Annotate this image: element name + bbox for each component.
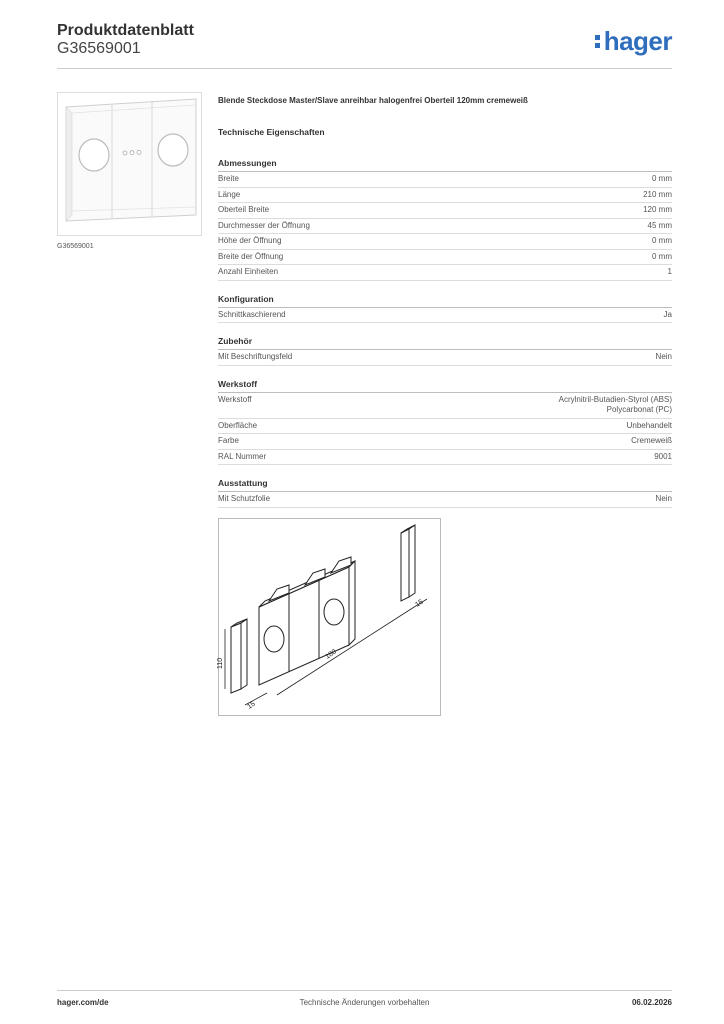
property-row [218, 492, 672, 508]
property-label: Breite [218, 174, 239, 183]
property-value-line: 210 mm [643, 189, 672, 199]
footer-date: 06.02.2026 [631, 998, 672, 1007]
cover-plate-illustration [58, 93, 201, 235]
dim-length-label: 180 [324, 648, 338, 661]
property-row [218, 450, 672, 466]
property-label: Durchmesser der Öffnung [218, 220, 310, 230]
property-value-line: Acrylnitril-Butadien-Styrol (ABS) [558, 394, 672, 404]
technical-drawing [218, 518, 441, 716]
property-label: Farbe [218, 436, 239, 445]
section-title: Abmessungen [218, 158, 672, 172]
hager-logo [604, 26, 672, 57]
section-title: Werkstoff [218, 379, 672, 393]
property-sections [218, 158, 672, 508]
dim-left-cap-label: 15 [246, 700, 257, 711]
dim-height-label: 110 [217, 657, 224, 669]
property-row [218, 203, 672, 219]
image-caption: G36569001 [57, 243, 94, 250]
property-row [218, 188, 672, 204]
property-value [668, 267, 672, 278]
logo-text: hager [603, 26, 672, 56]
property-value [652, 252, 672, 263]
property-value [654, 452, 672, 463]
logo-dots-icon [595, 35, 600, 49]
product-image [57, 92, 202, 236]
property-value-line: 0 mm [652, 251, 672, 261]
property-label: Höhe der Öffnung [218, 236, 282, 245]
property-label: Oberteil Breite [218, 205, 270, 214]
property-value-line: Polycarbonat (PC) [606, 405, 672, 414]
property-row [218, 172, 672, 188]
property-value [648, 221, 672, 232]
section-title: Ausstattung [218, 478, 672, 492]
property-value [627, 421, 672, 432]
property-label: Oberfläche [218, 420, 258, 430]
property-row [218, 350, 672, 366]
property-value [652, 236, 672, 247]
property-row [218, 219, 672, 235]
property-row [218, 434, 672, 450]
property-value [656, 352, 672, 363]
document-title: Produktdatenblatt [57, 22, 194, 39]
property-row [218, 419, 672, 435]
property-row [218, 250, 672, 266]
property-label: RAL Nummer [218, 451, 267, 461]
properties-column [218, 92, 672, 541]
property-label: Mit Beschriftungsfeld [218, 352, 293, 361]
section-title: Zubehör [218, 336, 672, 350]
property-value-line: 9001 [654, 451, 672, 461]
property-value-line: Nein [655, 494, 672, 503]
dim-right-cap-label: 15 [414, 598, 425, 609]
property-value [643, 205, 672, 216]
image-column [57, 92, 202, 250]
property-row [218, 234, 672, 250]
property-value-line: 0 mm [652, 236, 672, 245]
footer-divider [57, 990, 672, 991]
property-label: Schnittkaschierend [218, 309, 286, 319]
property-value-line: 45 mm [647, 220, 672, 230]
property-row [218, 265, 672, 281]
property-value-line: 1 [667, 267, 672, 276]
property-value [652, 174, 672, 185]
property-row [218, 308, 672, 324]
property-value [656, 494, 672, 505]
property-value [631, 436, 672, 447]
article-number: G36569001 [57, 40, 141, 57]
product-description: Blende Steckdose Master/Slave anreihbar halogenfrei Oberteil 120mm cremeweiß [218, 96, 528, 105]
section-title: Konfiguration [218, 294, 672, 308]
property-value-line: Nein [655, 352, 672, 361]
footer-website-link[interactable]: hager.com/de [57, 998, 109, 1007]
property-label: Werkstoff [218, 394, 252, 404]
page-header [57, 20, 672, 70]
property-value [664, 310, 672, 321]
property-label: Anzahl Einheiten [218, 267, 279, 276]
property-label: Breite der Öffnung [218, 251, 284, 261]
dimension-drawing [219, 519, 440, 715]
property-value-line: Unbehandelt [626, 420, 672, 430]
property-value [643, 190, 672, 201]
property-label: Mit Schutzfolie [218, 494, 271, 503]
properties-heading: Technische Eigenschaften [218, 127, 325, 137]
property-value-line: 0 mm [652, 174, 672, 183]
footer-notice: Technische Änderungen vorbehalten [299, 998, 430, 1007]
property-label: Länge [218, 189, 241, 199]
property-value-line: Ja [663, 309, 672, 319]
property-value-line: Cremeweiß [631, 436, 672, 445]
header-divider [57, 68, 672, 69]
property-value-line: 120 mm [643, 205, 672, 214]
property-row [218, 393, 672, 419]
property-value [559, 395, 672, 416]
